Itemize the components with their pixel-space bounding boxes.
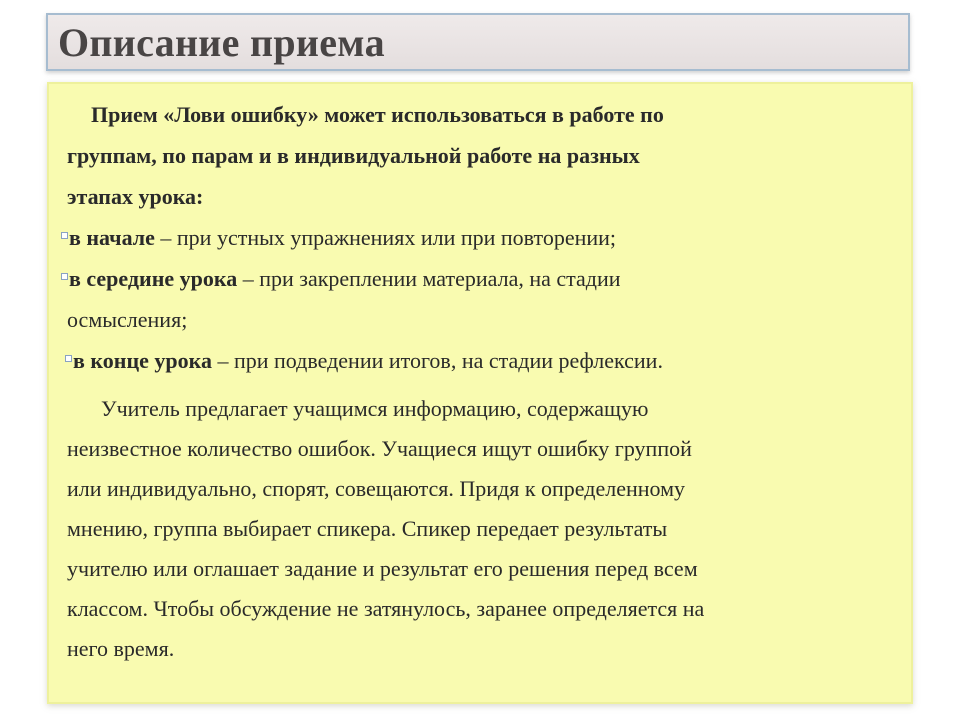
slide-title: Описание приема bbox=[58, 20, 385, 65]
paragraph-line: классом. Чтобы обсуждение не затянулось, заранее определяется на bbox=[67, 596, 705, 621]
bullet-item bbox=[69, 266, 621, 292]
intro-line: этапах урока: bbox=[67, 184, 204, 209]
intro-line: Прием «Лови ошибку» может использоваться в работе по bbox=[91, 102, 664, 127]
square-bullet-icon bbox=[65, 355, 72, 362]
paragraph-line: Учитель предлагает учащимся информацию, содержащую bbox=[101, 396, 649, 421]
bullet-term: в конце урока bbox=[73, 348, 212, 373]
paragraph-line: него время. bbox=[67, 636, 175, 661]
title-bar bbox=[46, 13, 910, 71]
content-panel bbox=[47, 82, 913, 704]
paragraph-line: неизвестное количество ошибок. Учащиеся ищут ошибку группой bbox=[67, 436, 692, 461]
paragraph-line: или индивидуально, спорят, совещаются. Придя к определенному bbox=[67, 476, 686, 501]
paragraph-line: мнению, группа выбирает спикера. Спикер передает результаты bbox=[67, 516, 668, 541]
paragraph-line: учителю или оглашает задание и результат его решения перед всем bbox=[67, 556, 698, 581]
square-bullet-icon bbox=[61, 273, 68, 280]
square-bullet-icon bbox=[61, 232, 68, 239]
intro-line: группам, по парам и в индивидуальной работе на разных bbox=[67, 143, 640, 168]
bullet-item bbox=[69, 225, 616, 251]
bullet-term: в середине урока bbox=[69, 266, 238, 291]
bullet-item bbox=[73, 348, 663, 374]
bullet-continuation: осмысления; bbox=[67, 307, 188, 332]
bullet-term: в начале bbox=[69, 225, 155, 250]
bullet-text: – при подведении итогов, на стадии рефлексии. bbox=[211, 348, 663, 373]
bullet-text: – при закреплении материала, на стадии bbox=[237, 266, 621, 291]
bullet-text: – при устных упражнениях или при повторении; bbox=[154, 225, 617, 250]
